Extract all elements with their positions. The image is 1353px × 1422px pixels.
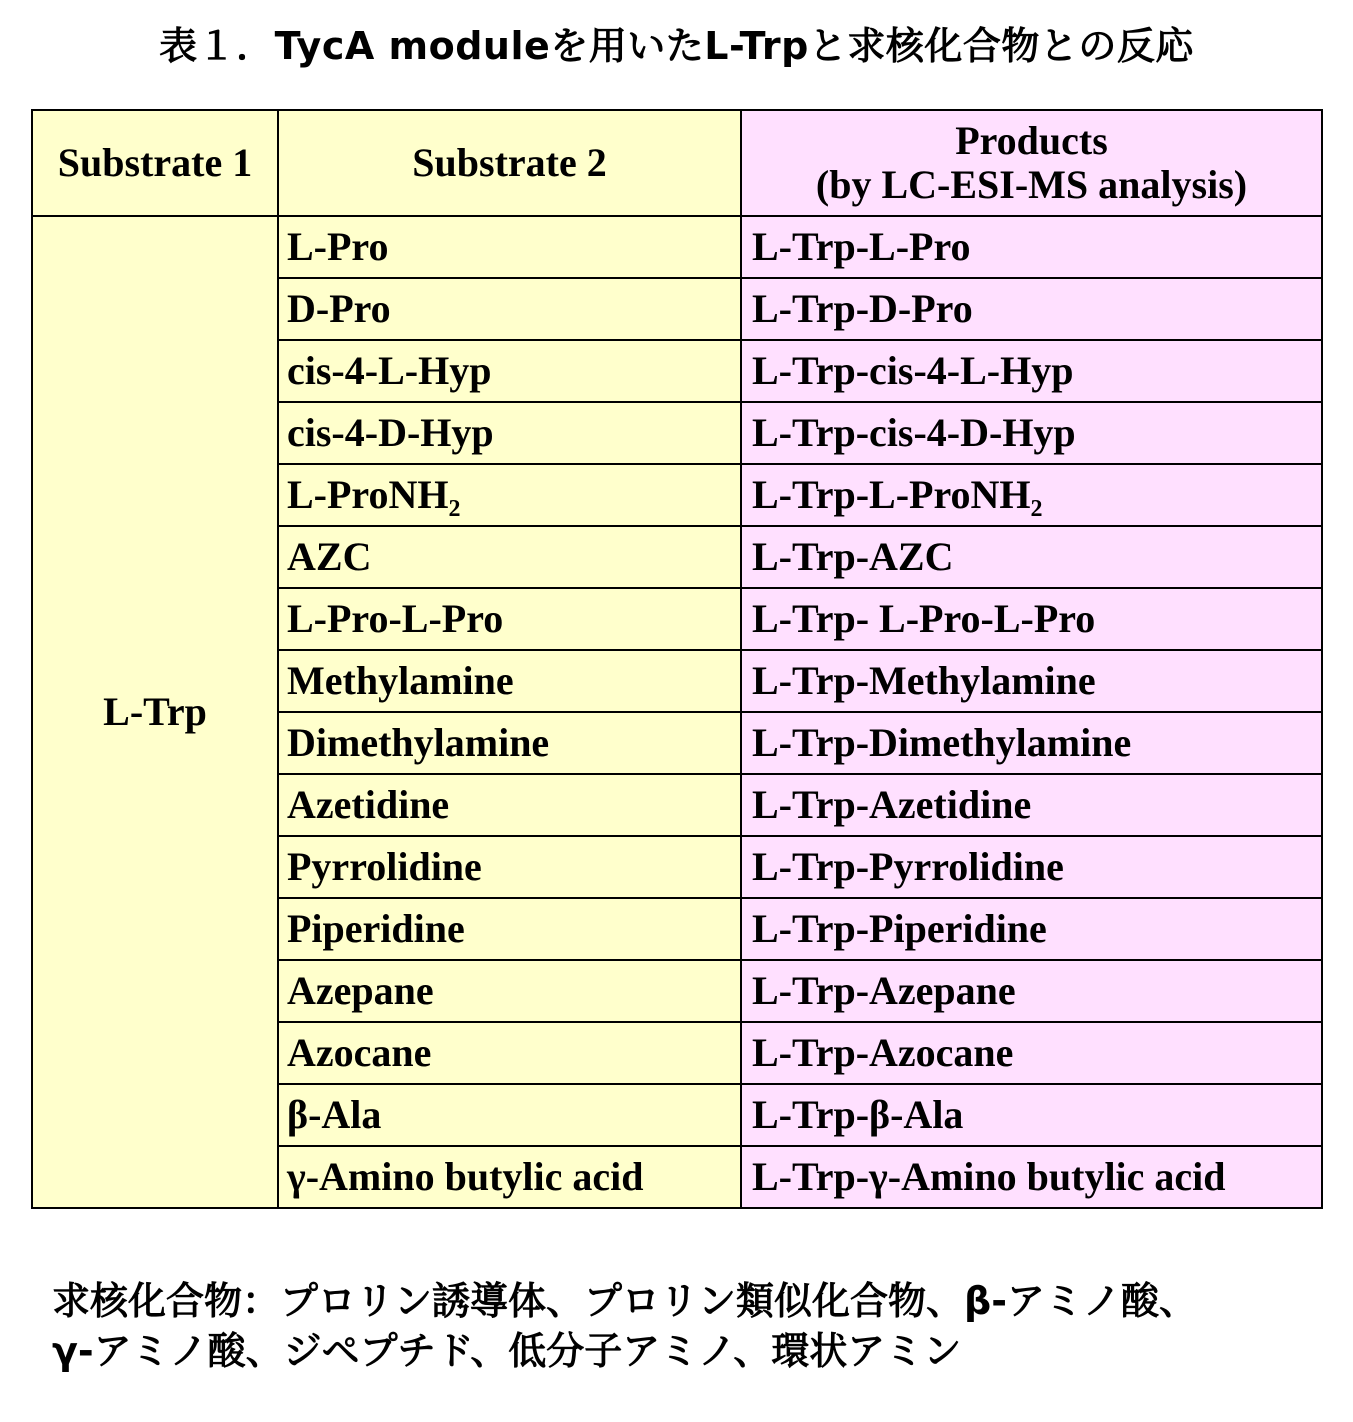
substrate-2-cell: AZC xyxy=(278,526,741,588)
product-cell: L-Trp-Methylamine xyxy=(741,650,1322,712)
substrate-2-cell: Methylamine xyxy=(278,650,741,712)
product-cell: L-Trp-Azepane xyxy=(741,960,1322,1022)
product-cell: L-Trp-D-Pro xyxy=(741,278,1322,340)
substrate-2-cell: Dimethylamine xyxy=(278,712,741,774)
product-cell: L-Trp-L-ProNH₂ xyxy=(741,464,1322,526)
substrate-2-cell: Azocane xyxy=(278,1022,741,1084)
product-cell: L-Trp-AZC xyxy=(741,526,1322,588)
header-products xyxy=(741,110,1322,216)
header-substrate-2: Substrate 2 xyxy=(278,110,741,216)
product-cell: L-Trp-L-Pro xyxy=(741,216,1322,278)
substrate-2-cell: β-Ala xyxy=(278,1084,741,1146)
product-cell: L-Trp-cis-4-L-Hyp xyxy=(741,340,1322,402)
substrate-2-cell: cis-4-L-Hyp xyxy=(278,340,741,402)
product-cell: L-Trp-cis-4-D-Hyp xyxy=(741,402,1322,464)
substrate-2-cell: L-Pro xyxy=(278,216,741,278)
substrate-2-cell: Azepane xyxy=(278,960,741,1022)
product-cell: L-Trp-β-Ala xyxy=(741,1084,1322,1146)
substrate-2-cell: L-Pro-L-Pro xyxy=(278,588,741,650)
header-substrate-1: Substrate 1 xyxy=(32,110,278,216)
reaction-table xyxy=(31,109,1323,1209)
substrate-2-cell: Pyrrolidine xyxy=(278,836,741,898)
table-title: 表１．TycA moduleを用いたL-Trpと求核化合物との反応 xyxy=(159,24,1194,68)
substrate-2-cell: D-Pro xyxy=(278,278,741,340)
product-cell: L-Trp-Azetidine xyxy=(741,774,1322,836)
product-cell: L-Trp-Piperidine xyxy=(741,898,1322,960)
substrate-2-cell: L-ProNH₂ xyxy=(278,464,741,526)
product-cell: L-Trp-Dimethylamine xyxy=(741,712,1322,774)
substrate-2-cell: Piperidine xyxy=(278,898,741,960)
product-cell: L-Trp-Pyrrolidine xyxy=(741,836,1322,898)
footnote xyxy=(52,1276,1342,1376)
table-row xyxy=(32,216,1322,278)
footnote-line-2: γ-アミノ酸、ジペプチド、低分子アミノ、環状アミン xyxy=(52,1329,962,1373)
header-products-method: (by LC-ESI-MS analysis) xyxy=(815,162,1248,207)
product-cell: L-Trp-γ-Amino butylic acid xyxy=(741,1146,1322,1208)
product-cell: L-Trp- L-Pro-L-Pro xyxy=(741,588,1322,650)
substrate-2-cell: Azetidine xyxy=(278,774,741,836)
substrate-2-cell: cis-4-D-Hyp xyxy=(278,402,741,464)
substrate-1-cell: L-Trp xyxy=(32,216,278,1208)
footnote-line-1: 求核化合物：プロリン誘導体、プロリン類似化合物、β-アミノ酸、 xyxy=(52,1279,1197,1323)
header-products-title: Products xyxy=(955,118,1108,163)
header-row xyxy=(32,110,1322,216)
product-cell: L-Trp-Azocane xyxy=(741,1022,1322,1084)
substrate-2-cell: γ-Amino butylic acid xyxy=(278,1146,741,1208)
